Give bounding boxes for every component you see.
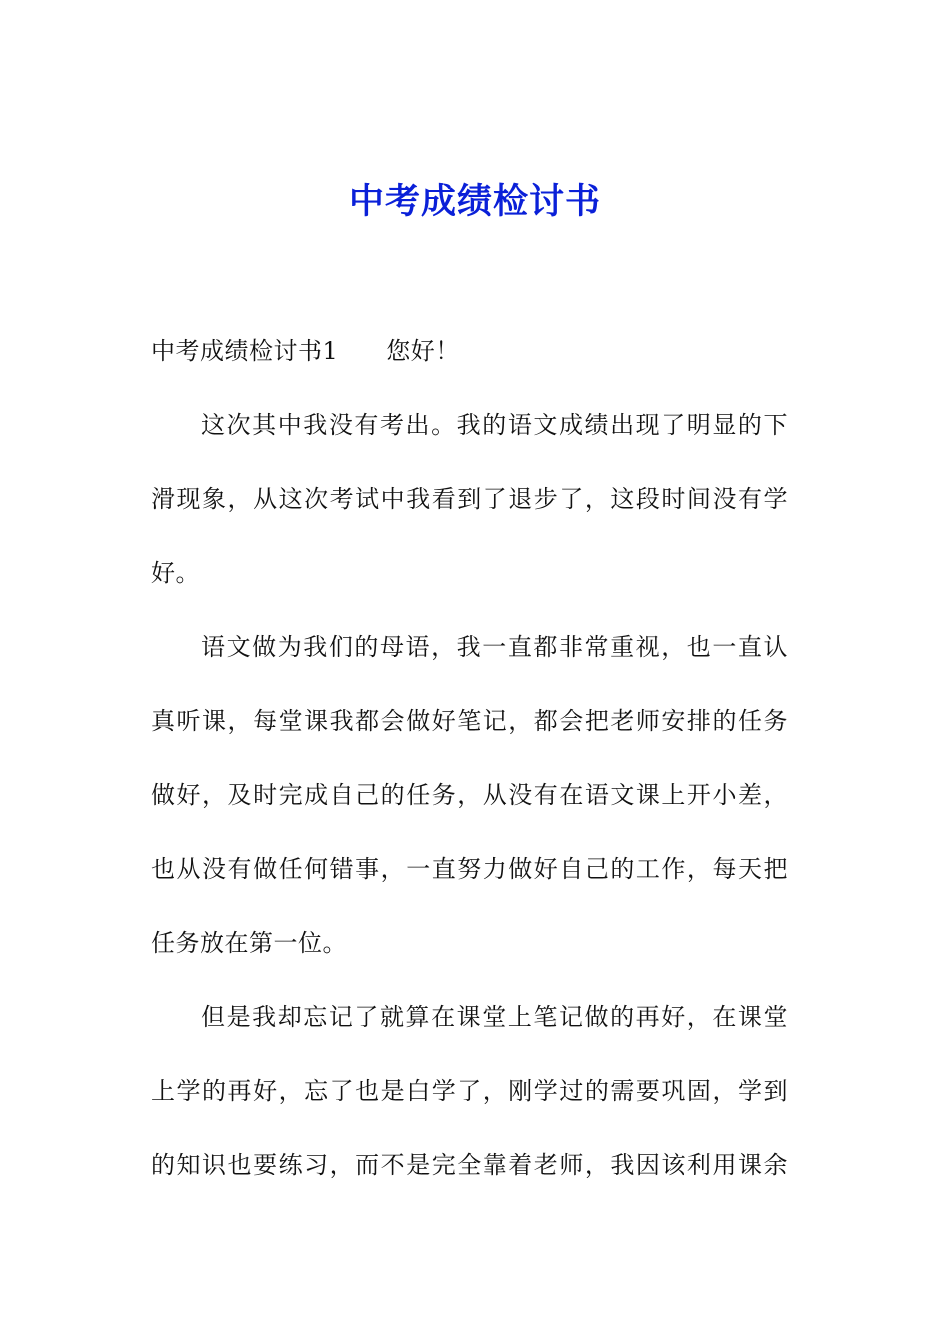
paragraph-line: 但是我却忘记了就算在课堂上笔记做的再好，在课堂 [201,1003,788,1031]
heading-line [151,333,788,369]
paragraph-1 [151,407,788,591]
paragraph-line: 语文做为我们的母语，我一直都非常重视，也一直认 [201,633,788,661]
paragraph-line: 做好，及时完成自己的任务，从没有在语文课上开小差， [151,781,788,809]
greeting: 您好！ [386,337,460,365]
document-body [151,333,788,1221]
paragraph-line: 也从没有做任何错事，一直努力做好自己的工作，每天把 [151,855,788,883]
paragraph-3 [151,999,788,1183]
section-heading: 中考成绩检讨书1 [151,337,339,365]
paragraph-line: 任务放在第一位。 [151,929,347,957]
paragraph-line: 上学的再好，忘了也是白学了，刚学过的需要巩固，学到 [151,1077,788,1105]
paragraph-line: 的知识也要练习，而不是完全靠着老师，我因该利用课余 [151,1151,788,1179]
paragraph-2 [151,629,788,961]
paragraph-line: 滑现象，从这次考试中我看到了退步了，这段时间没有学 [151,485,788,513]
document-title: 中考成绩检讨书 [348,181,601,222]
paragraph-line: 真听课，每堂课我都会做好笔记，都会把老师安排的任务 [151,707,788,735]
paragraph-line: 好。 [151,559,200,587]
paragraph-line: 这次其中我没有考出。我的语文成绩出现了明显的下 [201,411,788,439]
